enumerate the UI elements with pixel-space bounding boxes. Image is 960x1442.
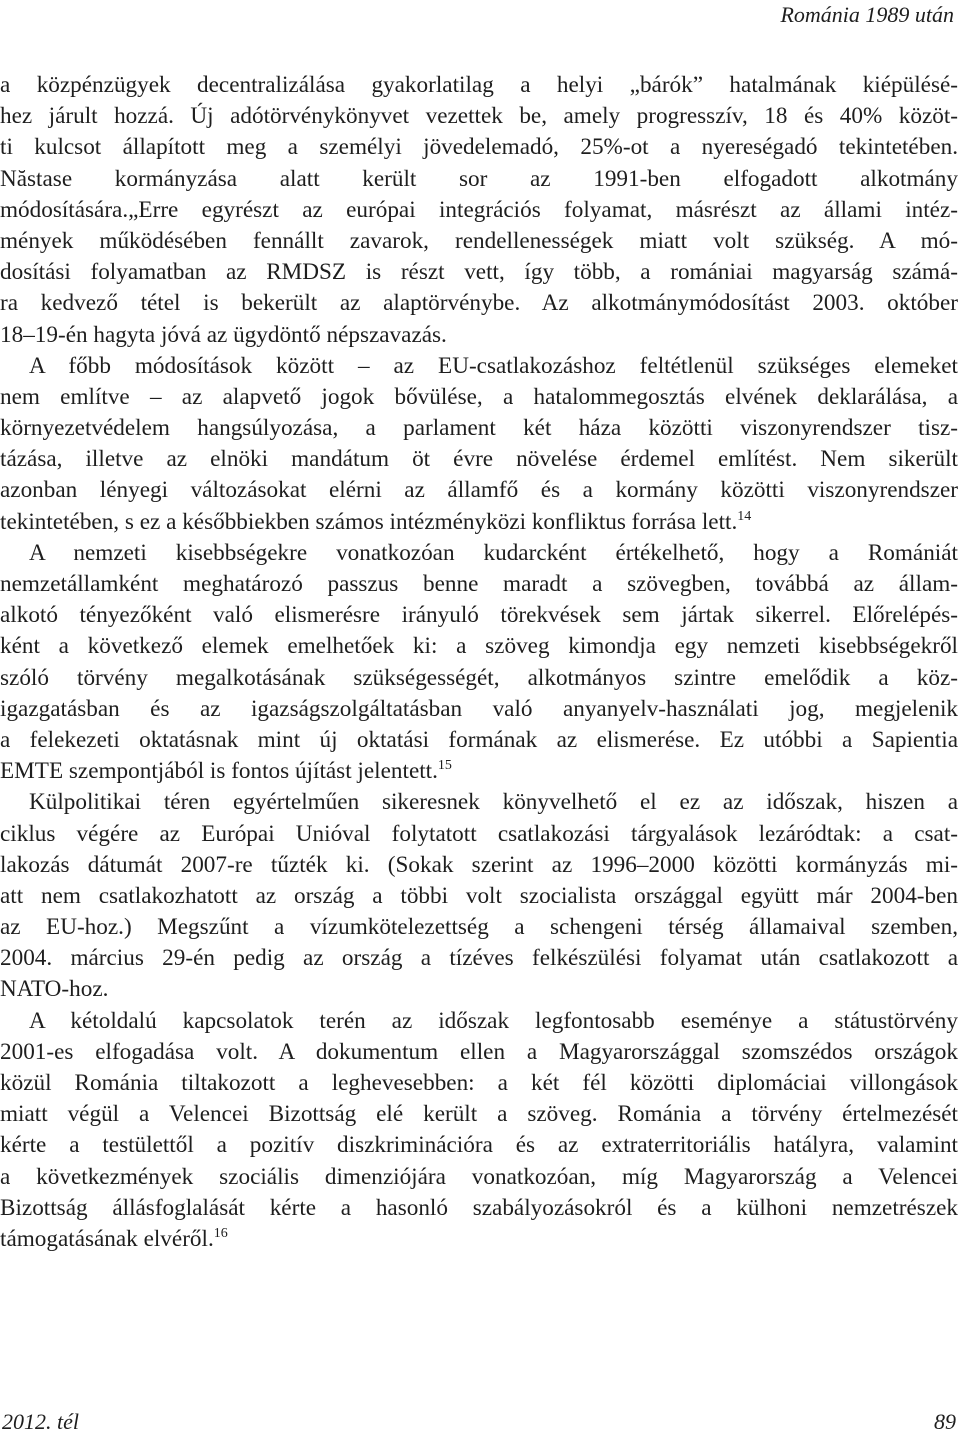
text-line — [0, 1130, 958, 1161]
text-line — [0, 756, 958, 787]
text-line — [0, 787, 958, 818]
line-text: A nemzeti kisebbségekre vonatkozóan kudarcként értékelhető, hogy a Romániát — [29, 539, 958, 566]
line-text: alkotó tényezőként való elismerésre irányuló törekvések sem jártak sikerrel. Előrelépés- — [0, 602, 958, 629]
text-line — [0, 101, 958, 132]
text-line — [0, 195, 958, 226]
line-text: ra kedvező tétel is bekerült az alaptörvénybe. Az alkotmánymódosítást 2003. október — [0, 290, 958, 317]
line-text: ciklus végére az Európai Unióval folytatott csatlakozási tárgyalások lezáródtak: a csat- — [0, 820, 958, 847]
line-text: EMTE szempontjából is fontos újítást jelentett. — [0, 758, 438, 785]
line-text: A főbb módosítások között – az EU-csatlakozáshoz feltétlenül szükséges elemeket — [29, 352, 958, 379]
text-line — [0, 912, 958, 943]
footnote-marker: 14 — [737, 508, 752, 524]
line-text: nem említve – az alapvető jogok bővülése, a hatalommegosztás elvének deklarálása, a — [0, 383, 958, 410]
line-text: 2004. március 29-én pedig az ország a tízéves felkészülési folyamat után csatlakozott a — [0, 945, 958, 972]
line-text: az EU-hoz.) Megszűnt a vízumkötelezettség a schengeni térség államaival szemben, — [0, 914, 958, 941]
line-text: közül Románia tiltakozott a leghevesebben: a két fél közötti diplomáciai villongások — [0, 1070, 958, 1096]
paragraph — [0, 70, 958, 351]
text-line — [0, 164, 958, 195]
line-text: miatt végül a Velencei Bizottság elé került a szöveg. Románia a törvény értelmezését — [0, 1101, 958, 1128]
text-line — [0, 226, 958, 257]
line-text: szóló törvény megalkotásának szükségességét, alkotmányos szintre emelődik a köz- — [0, 664, 958, 691]
text-line — [0, 569, 958, 600]
text-line — [0, 850, 958, 881]
line-text: NATO-hoz. — [0, 976, 109, 1003]
line-text: módosítására.„Erre egyrészt az európai integrációs folyamat, másrészt az állami intéz- — [0, 196, 958, 223]
article-body — [0, 70, 958, 1255]
text-line — [0, 351, 958, 382]
line-text: 18–19-én hagyta jóvá az ügydöntő népszavazás. — [0, 321, 447, 348]
page-footer — [0, 1407, 960, 1437]
issue-label: 2012. tél — [2, 1409, 79, 1434]
line-text: Năstase kormányzása alatt került sor az 1991-ben elfogadott alkotmány — [0, 165, 958, 192]
text-line — [0, 1006, 958, 1037]
text-line — [0, 1224, 958, 1255]
text-line — [0, 413, 958, 444]
text-line — [0, 538, 958, 569]
text-line — [0, 881, 958, 912]
text-line — [0, 444, 958, 475]
text-line — [0, 1099, 958, 1130]
text-line — [0, 320, 958, 351]
line-text: att nem csatlakozhatott az ország a többi volt szocialista országgal együtt már 2004-ben — [0, 882, 958, 909]
line-text: dosítási folyamatban az RMDSZ is részt vett, így több, a romániai magyarság számá- — [0, 259, 958, 286]
footnote-marker: 15 — [437, 758, 452, 774]
line-text: nemzetállamként meghatározó passzus benne maradt a szövegben, továbbá az állam- — [0, 571, 958, 597]
line-text: ti kulcsot állapított meg a személyi jövedelemadó, 25%-ot a nyereségadó tekintetében. — [0, 134, 958, 161]
text-line — [0, 132, 958, 163]
line-text: ként a következő elemek emelhetőek ki: a szöveg kimondja egy nemzeti kisebbségekről — [0, 633, 958, 660]
text-line — [0, 600, 958, 631]
line-text: hez járult hozzá. Új adótörvénykönyvet vezettek be, amely progresszív, 18 és 40% közöt- — [0, 103, 958, 130]
line-text: lakozás dátumát 2007-re tűzték ki. (Sokak szerint az 1996–2000 közötti kormányzás mi- — [0, 851, 958, 878]
page-number: 89 — [934, 1409, 956, 1434]
text-line — [0, 819, 958, 850]
running-head: Románia 1989 után — [780, 2, 954, 27]
paragraph — [0, 351, 958, 538]
text-line — [0, 1068, 958, 1099]
text-line — [0, 70, 958, 101]
line-text: a felekezeti oktatásnak mint új oktatási formának az elismerése. Ez utóbbi a Sapientia — [0, 726, 958, 753]
text-line — [0, 1162, 958, 1193]
text-line — [0, 943, 958, 974]
line-text: kérte a testülettől a pozitív diszkriminációra és az extraterritoriális hatályra, valamint — [0, 1132, 958, 1159]
line-text: a következmények szociális dimenziójára vonatkozóan, míg Magyarország a Velencei — [0, 1163, 958, 1190]
text-line — [0, 1193, 958, 1224]
text-line — [0, 475, 958, 506]
text-line — [0, 663, 958, 694]
line-text: a közpénzügyek decentralizálása gyakorlatilag a helyi „bárók” hatalmának kiépülésé- — [0, 72, 958, 98]
text-line — [0, 382, 958, 413]
footnote-marker: 16 — [213, 1225, 228, 1241]
line-text: mények működésében fennállt zavarok, rendellenességek miatt volt szükség. A mó- — [0, 227, 958, 254]
line-text: azonban lényegi változásokat elérni az államfő és a kormány közötti viszonyrendszer — [0, 477, 958, 504]
text-line — [0, 694, 958, 725]
line-text: tekintetében, s ez a későbbiekben számos intézményközi konfliktus forrása lett. — [0, 508, 738, 535]
paragraph — [0, 1006, 958, 1256]
line-text: tázása, illetve az elnöki mandátum öt évre növelése érdemel említést. Nem sikerült — [0, 446, 958, 473]
line-text: támogatásának elvéről. — [0, 1225, 214, 1252]
line-text: igazgatásban és az igazságszolgáltatásban való anyanyelv-használati jog, megjelenik — [0, 695, 958, 722]
text-line — [0, 257, 958, 288]
line-text: A kétoldalú kapcsolatok terén az időszak legfontosabb eseménye a státustörvény — [29, 1007, 958, 1034]
line-text: Bizottság állásfoglalását kérte a hasonló szabályozásokról és a külhoni nemzetrészek — [0, 1194, 958, 1221]
paragraph — [0, 538, 958, 788]
text-line — [0, 974, 958, 1005]
text-line — [0, 1037, 958, 1068]
line-text: 2001-es elfogadása volt. A dokumentum ellen a Magyarországgal szomszédos országok — [0, 1038, 958, 1065]
paragraph — [0, 787, 958, 1005]
line-text: Külpolitikai téren egyértelműen sikeresnek könyvelhető el ez az időszak, hiszen a — [29, 789, 958, 816]
text-line — [0, 725, 958, 756]
line-text: környezetvédelem hangsúlyozása, a parlament két háza közötti viszonyrendszer tisz- — [0, 415, 958, 442]
text-line — [0, 288, 958, 319]
text-line — [0, 507, 958, 538]
text-line — [0, 631, 958, 662]
